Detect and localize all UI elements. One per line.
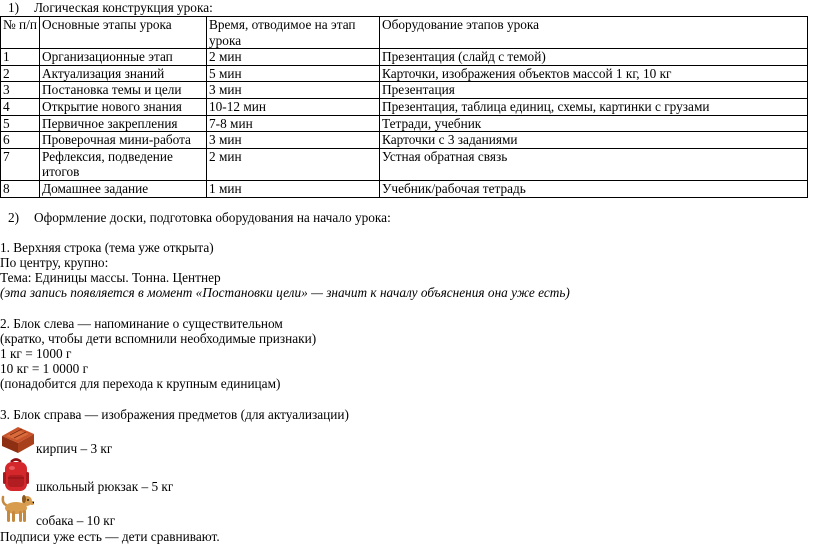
row-time: 2 мин (207, 49, 380, 66)
row-equipment: Тетради, учебник (380, 115, 808, 132)
section-1-heading (8, 0, 213, 16)
row-time: 5 мин (207, 65, 380, 82)
row-stage: Актуализация знаний (40, 65, 207, 82)
header-equipment: Оборудование этапов урока (380, 17, 808, 49)
section-2-number: 2) (8, 210, 20, 225)
table-row (1, 115, 808, 132)
table-header-row (1, 17, 808, 49)
section-2-heading (8, 210, 391, 226)
row-stage: Открытие нового знания (40, 98, 207, 115)
block-2-line-2: 1 кг = 1000 г (0, 346, 72, 361)
row-time: 7-8 мин (207, 115, 380, 132)
block-1-note: (эта запись появляется в момент «Постановки цели» — значит к началу объяснения она уже есть) (0, 285, 570, 300)
block-2-line-4: (понадобится для перехода к крупным единицам) (0, 376, 281, 391)
header-number: № п/п (1, 17, 40, 49)
row-equipment: Презентация (380, 82, 808, 99)
row-equipment: Карточки с 3 заданиями (380, 132, 808, 149)
row-stage: Домашнее задание (40, 180, 207, 197)
row-number: 1 (1, 49, 40, 66)
table-row (1, 98, 808, 115)
row-number: 8 (1, 180, 40, 197)
block-2-line-1: (кратко, чтобы дети вспомнили необходимые признаки) (0, 331, 317, 346)
row-time: 2 мин (207, 148, 380, 180)
table-row (1, 49, 808, 66)
row-stage: Постановка темы и цели (40, 82, 207, 99)
row-equipment: Устная обратная связь (380, 148, 808, 180)
table-row (1, 65, 808, 82)
row-time: 10-12 мин (207, 98, 380, 115)
block-3-title: 3. Блок справа — изображения предметов (для актуализации) (0, 407, 349, 422)
brick-icon (0, 422, 36, 456)
block-2-title: 2. Блок слева — напоминание о существительном (0, 316, 283, 331)
table-row (1, 82, 808, 99)
section-2-title: Оформление доски, подготовка оборудования на начало урока: (34, 210, 391, 225)
row-stage: Первичное закрепления (40, 115, 207, 132)
dog-label: собака – 10 кг (36, 513, 116, 528)
block-3-footer: Подписи уже есть — дети сравнивают. (0, 529, 220, 544)
lesson-structure-table (0, 16, 808, 198)
section-1-number: 1) (8, 0, 20, 15)
row-number: 4 (1, 98, 40, 115)
section-1-title: Логическая конструкция урока: (34, 0, 213, 15)
row-time: 3 мин (207, 132, 380, 149)
row-equipment: Презентация, таблица единиц, схемы, картинки с грузами (380, 98, 808, 115)
dog-icon (0, 493, 34, 525)
block-2-line-3: 10 кг = 1 0000 г (0, 361, 89, 376)
block-1-line-1: По центру, крупно: (0, 255, 109, 270)
table-row (1, 148, 808, 180)
row-time: 3 мин (207, 82, 380, 99)
row-equipment: Презентация (слайд с темой) (380, 49, 808, 66)
backpack-label: школьный рюкзак – 5 кг (36, 479, 174, 494)
row-number: 3 (1, 82, 40, 99)
block-1-topic: Тема: Единицы массы. Тонна. Центнер (0, 270, 221, 285)
row-number: 5 (1, 115, 40, 132)
backpack-icon (0, 457, 32, 493)
brick-label: кирпич – 3 кг (36, 441, 113, 456)
row-equipment: Учебник/рабочая тетрадь (380, 180, 808, 197)
header-stage: Основные этапы урока (40, 17, 207, 49)
block-1-title: 1. Верхняя строка (тема уже открыта) (0, 240, 214, 255)
row-stage: Проверочная мини-работа (40, 132, 207, 149)
row-equipment: Карточки, изображения объектов массой 1 кг, 10 кг (380, 65, 808, 82)
row-number: 7 (1, 148, 40, 180)
table-row (1, 132, 808, 149)
row-stage: Организационные этап (40, 49, 207, 66)
row-number: 6 (1, 132, 40, 149)
table-row (1, 180, 808, 197)
row-time: 1 мин (207, 180, 380, 197)
row-number: 2 (1, 65, 40, 82)
row-stage: Рефлексия, подведение итогов (40, 148, 207, 180)
header-time: Время, отводимое на этап урока (207, 17, 380, 49)
